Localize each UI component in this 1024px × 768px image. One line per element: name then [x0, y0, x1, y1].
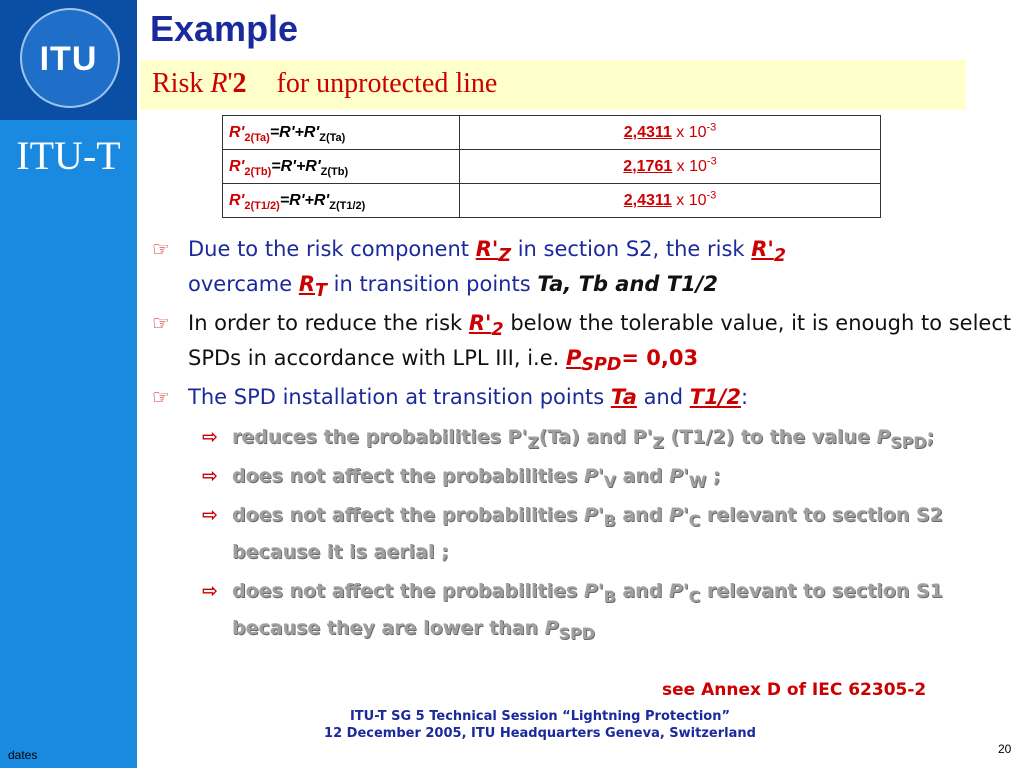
- value-cell: [460, 150, 881, 184]
- slide-footer: [240, 708, 840, 742]
- term-p: P': [668, 580, 689, 602]
- text: in section S2, the risk: [511, 237, 752, 261]
- text: In order to reduce the risk: [188, 311, 469, 335]
- value-mult: x 10: [671, 123, 707, 141]
- term-rt-sub: T: [315, 281, 327, 302]
- value-exp: -3: [706, 155, 717, 168]
- sub-bullet-item: [150, 497, 1020, 571]
- text: ;: [926, 426, 935, 448]
- subtitle-rest: for unprotected line: [276, 68, 498, 99]
- formula-cell: [223, 184, 460, 218]
- sub: Z: [652, 432, 664, 452]
- sub: C: [688, 586, 701, 606]
- text: overcame: [188, 272, 299, 296]
- footer-line: 12 December 2005, ITU Headquarters Geneva, Switzerland: [324, 726, 756, 741]
- term-p-sub: SPD: [581, 355, 622, 376]
- sub: C: [688, 510, 701, 530]
- pointing-hand-icon: ☞: [152, 237, 170, 261]
- arrow-right-icon: ⇨: [202, 465, 218, 487]
- bullet-item: [150, 232, 1020, 302]
- text: does not affect the probabilities: [232, 580, 584, 602]
- text: relevant to section S2 because it is aerial ;: [232, 504, 943, 563]
- term-r2-sub: 2: [773, 246, 787, 267]
- value-mult: x 10: [671, 191, 707, 209]
- value-number: 2,4311: [623, 191, 672, 209]
- value-exp: -3: [706, 121, 717, 134]
- term-r2: R': [468, 311, 492, 335]
- term-t12: T1/2: [689, 385, 741, 409]
- sub-bullet-item: [150, 458, 1020, 495]
- term-p: P: [566, 346, 582, 370]
- subtitle-risk: Risk: [152, 68, 204, 99]
- text: and: [615, 465, 670, 487]
- text: The SPD installation at transition points: [188, 385, 611, 409]
- slide-subtitle: [152, 68, 497, 100]
- subtitle-prime: ': [227, 68, 233, 99]
- term-r2: R': [751, 237, 774, 261]
- sub-bullet-item: [150, 419, 1020, 456]
- value-exp: -3: [706, 189, 717, 202]
- term-ta: Ta: [610, 385, 637, 409]
- arrow-right-icon: ⇨: [202, 504, 218, 526]
- pspd-value: = 0,03: [621, 346, 699, 370]
- formula-sum-sub: Z(Tb): [320, 165, 349, 178]
- term-p: P': [583, 504, 604, 526]
- table-row: [223, 184, 881, 218]
- page-number: 20: [998, 742, 1012, 756]
- formula-sub: 2(Tb): [244, 165, 272, 178]
- text: ;: [706, 465, 721, 487]
- text: does not affect the probabilities: [232, 504, 584, 526]
- sub-bullet-item: [150, 573, 1020, 647]
- sidebar-footer: dates: [8, 748, 38, 762]
- term-rz-sub: Z: [498, 246, 512, 267]
- text: and: [636, 385, 690, 409]
- text: (T1/2) to the value: [663, 426, 877, 448]
- sub: V: [603, 471, 616, 491]
- text: reduces the probabilities P': [232, 426, 528, 448]
- term-p: P': [583, 580, 604, 602]
- formula-sum-sub: Z(Ta): [319, 131, 346, 144]
- value-mult: x 10: [672, 157, 707, 175]
- formula-sum: =R'+R': [271, 157, 321, 175]
- term-rt: R: [298, 272, 316, 296]
- sub: B: [603, 586, 616, 606]
- text: below the tolerable value, it is enough to select SPDs in accordance with LPL III, i.e.: [188, 311, 1012, 370]
- term-r2-sub: 2: [491, 320, 504, 341]
- text: relevant to section S1 because they are lower than: [232, 580, 943, 639]
- value-cell: [460, 116, 881, 150]
- pointing-hand-icon: ☞: [152, 385, 170, 409]
- sub: Z: [527, 432, 539, 452]
- slide-title: Example: [150, 8, 299, 49]
- table-row: [223, 150, 881, 184]
- formula-cell: [223, 116, 460, 150]
- formula-r: R': [229, 191, 245, 209]
- bullet-item: [150, 380, 1020, 415]
- sidebar: [0, 0, 137, 768]
- text: Due to the risk component: [188, 237, 476, 261]
- formula-r: R': [229, 123, 245, 141]
- text: and: [615, 504, 669, 526]
- sub: SPD: [558, 623, 595, 643]
- subtitle-r: R: [210, 68, 228, 99]
- term-p: P': [669, 465, 689, 487]
- formula-sum: =R'+R': [279, 191, 330, 209]
- value-number: 2,4311: [623, 123, 672, 141]
- pointing-hand-icon: ☞: [152, 311, 170, 335]
- formula-sub: 2(Ta): [244, 131, 270, 144]
- footer-line: ITU-T SG 5 Technical Session “Lightning Protection”: [349, 709, 731, 724]
- value-cell: [460, 184, 881, 218]
- transition-points: Ta, Tb and T1/2: [537, 272, 718, 296]
- text: (Ta) and P': [538, 426, 653, 448]
- term-p: P: [876, 426, 891, 448]
- risk-table: [222, 115, 881, 218]
- bullet-item: [150, 306, 1020, 376]
- logo-text: ITU: [39, 40, 98, 78]
- term-p: P': [583, 465, 604, 487]
- table-row: [223, 116, 881, 150]
- formula-sum: =R'+R': [269, 123, 320, 141]
- text: in transition points: [326, 272, 538, 296]
- formula-sub: 2(T1/2): [244, 199, 280, 212]
- sub: SPD: [890, 432, 927, 452]
- annex-reference: see Annex D of IEC 62305-2: [662, 680, 927, 700]
- bullet-list: [150, 232, 1020, 647]
- term-rz: R': [475, 237, 499, 261]
- text: :: [740, 385, 749, 409]
- sidebar-title: ITU-T: [16, 133, 121, 178]
- text: and: [615, 580, 669, 602]
- formula-cell: [223, 150, 460, 184]
- itu-logo: [0, 0, 137, 120]
- term-p: P': [668, 504, 689, 526]
- arrow-right-icon: ⇨: [202, 580, 218, 602]
- value-number: 2,1761: [623, 157, 673, 175]
- text: does not affect the probabilities: [232, 465, 584, 487]
- term-p: P: [544, 617, 559, 639]
- sub: W: [688, 471, 707, 491]
- arrow-right-icon: ⇨: [202, 426, 218, 448]
- sub: B: [603, 510, 616, 530]
- subtitle-two: 2: [232, 68, 247, 99]
- formula-r: R': [229, 157, 245, 175]
- formula-sum-sub: Z(T1/2): [329, 199, 366, 212]
